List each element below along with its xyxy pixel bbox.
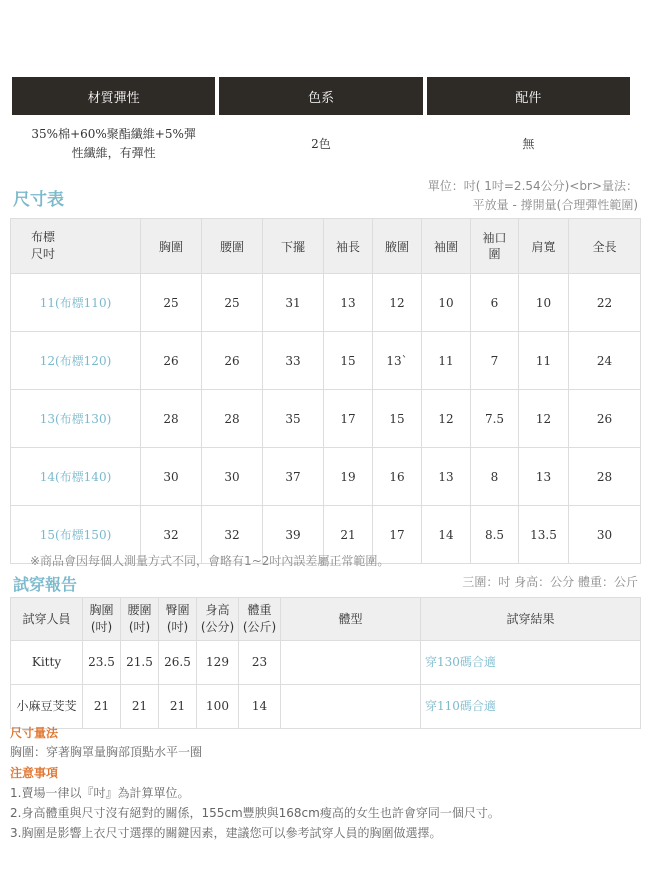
- try-unit-note: 三圍：吋 身高：公分 體重：公斤: [462, 575, 638, 589]
- size-value-cell: 13`: [373, 332, 422, 390]
- size-value-cell: 35: [263, 390, 324, 448]
- try-value-cell: 21.5: [121, 641, 159, 685]
- size-value-cell: 6: [471, 274, 519, 332]
- size-value-cell: 13: [324, 274, 373, 332]
- col-length: 全長: [569, 219, 641, 274]
- size-value-cell: 25: [202, 274, 263, 332]
- col-t-body: 體型: [281, 598, 421, 641]
- notice-title: 注意事項: [10, 766, 59, 780]
- size-value-cell: 11: [422, 332, 471, 390]
- col-chest: 胸圍: [141, 219, 202, 274]
- size-value-cell: 7.5: [471, 390, 519, 448]
- size-value-cell: 39: [263, 506, 324, 564]
- col-t-hip: 臀圍(吋): [159, 598, 197, 641]
- notice-item-1: 1.賣場一律以『吋』為計算單位。: [10, 786, 190, 800]
- tester-name: 小麻豆芠芠: [11, 685, 83, 729]
- col-hem: 下擺: [263, 219, 324, 274]
- size-label-cell: 14(布標140): [11, 448, 141, 506]
- size-label-cell: 11(布標110): [11, 274, 141, 332]
- size-value-cell: 15: [373, 390, 422, 448]
- size-value-cell: 12: [519, 390, 569, 448]
- size-value-cell: 21: [324, 506, 373, 564]
- size-value-cell: 37: [263, 448, 324, 506]
- try-value-cell: 21: [159, 685, 197, 729]
- try-value-cell: 23.5: [83, 641, 121, 685]
- size-value-cell: 17: [324, 390, 373, 448]
- size-label-cell: 12(布標120): [11, 332, 141, 390]
- material-value: 35%棉+60%聚酯纖維+5%彈性纖維，有彈性: [31, 127, 196, 160]
- size-value-cell: 25: [141, 274, 202, 332]
- size-value-cell: 13.5: [519, 506, 569, 564]
- col-t-result: 試穿結果: [421, 598, 641, 641]
- tester-name: Kitty: [11, 641, 83, 685]
- try-value-cell: 26.5: [159, 641, 197, 685]
- size-value-cell: 16: [373, 448, 422, 506]
- size-value-cell: 26: [202, 332, 263, 390]
- measure-text: 胸圍：穿著胸罩量胸部頂點水平一圈: [10, 745, 203, 759]
- measure-title: 尺寸量法: [10, 726, 59, 740]
- size-value-cell: 32: [141, 506, 202, 564]
- material-table: [8, 77, 634, 164]
- size-value-cell: 30: [569, 506, 641, 564]
- size-row: [11, 274, 641, 332]
- size-value-cell: 33: [263, 332, 324, 390]
- material-header: 材質彈性: [12, 77, 215, 115]
- size-row: [11, 390, 641, 448]
- accessory-header: 配件: [427, 77, 630, 115]
- size-row: [11, 448, 641, 506]
- size-value-cell: 10: [422, 274, 471, 332]
- size-value-cell: 32: [202, 506, 263, 564]
- size-table-header: [11, 219, 641, 274]
- col-t-waist: 腰圍(吋): [121, 598, 159, 641]
- col-sleeve-length: 袖長: [324, 219, 373, 274]
- col-waist: 腰圍: [202, 219, 263, 274]
- size-value-cell: 31: [263, 274, 324, 332]
- try-table: [10, 597, 641, 729]
- try-value-cell: 129: [197, 641, 239, 685]
- size-footnote: ※商品會因每個人測量方式不同，會略有1~2吋內誤差屬正常範圍。: [30, 554, 390, 568]
- try-row: [11, 641, 641, 685]
- try-result-cell: 穿130碼合適: [421, 641, 641, 685]
- notice-item-3: 3.胸圍是影響上衣尺寸選擇的關鍵因素，建議您可以參考試穿人員的胸圍做選擇。: [10, 826, 442, 840]
- try-value-cell: [281, 641, 421, 685]
- accessory-value: 無: [522, 136, 535, 151]
- size-value-cell: 14: [422, 506, 471, 564]
- col-t-weight: 體重(公斤): [239, 598, 281, 641]
- size-value-cell: 12: [373, 274, 422, 332]
- try-value-cell: 14: [239, 685, 281, 729]
- size-label-cell: 13(布標130): [11, 390, 141, 448]
- size-value-cell: 13: [519, 448, 569, 506]
- try-value-cell: [281, 685, 421, 729]
- size-value-cell: 28: [202, 390, 263, 448]
- size-row: [11, 332, 641, 390]
- col-tester: 試穿人員: [11, 598, 83, 641]
- size-value-cell: 17: [373, 506, 422, 564]
- size-table: [10, 218, 641, 564]
- size-value-cell: 8.5: [471, 506, 519, 564]
- size-value-cell: 28: [141, 390, 202, 448]
- size-unit-note: 單位：吋( 1吋=2.54公分)<br>量法： 平放量 - 撐開量(合理彈性範圍): [427, 179, 638, 212]
- size-value-cell: 26: [569, 390, 641, 448]
- try-value-cell: 21: [121, 685, 159, 729]
- size-value-cell: 11: [519, 332, 569, 390]
- size-value-cell: 22: [569, 274, 641, 332]
- try-report-title: 試穿報告: [13, 575, 78, 594]
- try-value-cell: 23: [239, 641, 281, 685]
- col-cuff: 袖口圍: [471, 219, 519, 274]
- color-value: 2色: [311, 136, 331, 151]
- size-value-cell: 19: [324, 448, 373, 506]
- col-sleeve-width: 袖圍: [422, 219, 471, 274]
- size-value-cell: 7: [471, 332, 519, 390]
- try-table-header: [11, 598, 641, 641]
- size-value-cell: 12: [422, 390, 471, 448]
- size-value-cell: 30: [141, 448, 202, 506]
- size-value-cell: 15: [324, 332, 373, 390]
- size-value-cell: 28: [569, 448, 641, 506]
- size-value-cell: 24: [569, 332, 641, 390]
- size-value-cell: 30: [202, 448, 263, 506]
- size-value-cell: 26: [141, 332, 202, 390]
- try-value-cell: 100: [197, 685, 239, 729]
- col-size-label: 布標 尺吋: [11, 219, 141, 274]
- size-chart-title: 尺寸表: [13, 190, 64, 210]
- color-header: 色系: [219, 77, 422, 115]
- col-t-chest: 胸圍(吋): [83, 598, 121, 641]
- col-t-height: 身高(公分): [197, 598, 239, 641]
- size-label-cell: 15(布標150): [11, 506, 141, 564]
- try-result-cell: 穿110碼合適: [421, 685, 641, 729]
- try-row: [11, 685, 641, 729]
- col-shoulder: 肩寬: [519, 219, 569, 274]
- size-value-cell: 13: [422, 448, 471, 506]
- try-value-cell: 21: [83, 685, 121, 729]
- notice-item-2: 2.身高體重與尺寸沒有絕對的關係，155cm豐腴與168cm瘦高的女生也許會穿同一個尺寸。: [10, 806, 500, 820]
- size-value-cell: 10: [519, 274, 569, 332]
- col-armpit: 腋圍: [373, 219, 422, 274]
- size-value-cell: 8: [471, 448, 519, 506]
